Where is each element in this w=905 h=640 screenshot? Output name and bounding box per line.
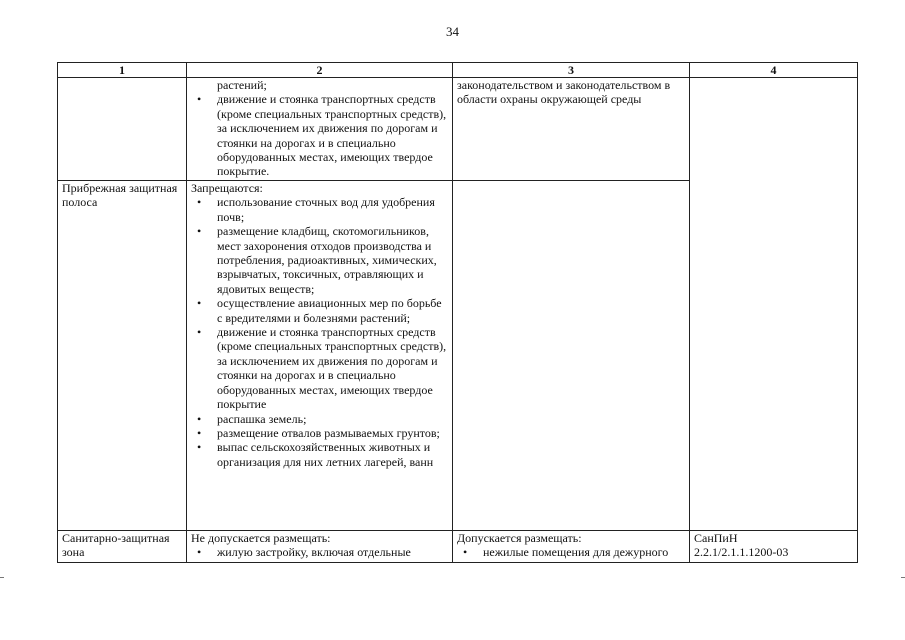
list-item: • жилую застройку, включая отдельные — [191, 545, 448, 559]
legal-basis-cell — [453, 181, 690, 531]
permissions-list — [457, 545, 685, 559]
zone-name-cell: Прибрежная защитная полоса — [58, 181, 187, 531]
list-item: • распашка земель; — [191, 412, 448, 426]
restrictions-intro: Запрещаются: — [191, 181, 263, 195]
norm-reference-line: СанПиН — [694, 531, 738, 545]
restrictions-cell — [187, 181, 453, 531]
header-col-4: 4 — [690, 63, 858, 78]
header-col-3: 3 — [453, 63, 690, 78]
header-col-2: 2 — [187, 63, 453, 78]
table-row — [58, 78, 858, 181]
table-header-row — [58, 63, 858, 78]
restrictions-cell — [187, 78, 453, 181]
zone-name-cell: Санитарно-защитная зона — [58, 531, 187, 563]
restrictions-table — [57, 62, 858, 563]
norm-reference-line: 2.2.1/2.1.1.1200-03 — [694, 545, 789, 560]
restrictions-list — [191, 195, 448, 469]
list-item: • осуществление авиационных мер по борьбе с вредителями и болезнями растений; — [191, 296, 448, 325]
zone-name-cell — [58, 78, 187, 181]
list-item: • выпас сельскохозяйственных животных и организация для них летних лагерей, ванн — [191, 440, 448, 469]
list-item: • использование сточных вод для удобрения почв; — [191, 195, 448, 224]
list-item: • движение и стоянка транспортных средств (кроме специальных транспортных средств), за исключением их движения по дорогам и стоянки на дорогах и в специально оборудованных местах, имеющих твердое покрытие. — [191, 92, 448, 178]
table-row — [58, 531, 858, 563]
scan-edge-mark — [901, 577, 905, 578]
permissions-cell — [453, 531, 690, 563]
list-item: • нежилые помещения для дежурного — [457, 545, 685, 559]
scan-edge-mark — [0, 577, 4, 578]
continuation-text: растений; — [217, 78, 267, 92]
list-item: • размещение кладбищ, скотомогильников, мест захоронения отходов производства и потребления, радиоактивных, химических, взрывчатых, токсичных, отравляющих и ядовитых веществ; — [191, 224, 448, 296]
restrictions-cell — [187, 531, 453, 563]
restrictions-intro: Не допускается размещать: — [191, 531, 331, 545]
notes-cell — [690, 78, 858, 531]
page-number: 34 — [446, 24, 459, 39]
notes-cell — [690, 531, 858, 563]
list-item: • движение и стоянка транспортных средств (кроме специальных транспортных средств), за исключением их движения по дорогам и стоянки на дорогах и в специально оборудованных местах, имеющих твердое покрытие — [191, 325, 448, 411]
restrictions-list — [191, 92, 448, 178]
restrictions-list — [191, 545, 448, 559]
legal-basis-cell: законодательством и законодательством в области охраны окружающей среды — [453, 78, 690, 181]
permissions-intro: Допускается размещать: — [457, 531, 582, 545]
list-item: • размещение отвалов размываемых грунтов; — [191, 426, 448, 440]
header-col-1: 1 — [58, 63, 187, 78]
